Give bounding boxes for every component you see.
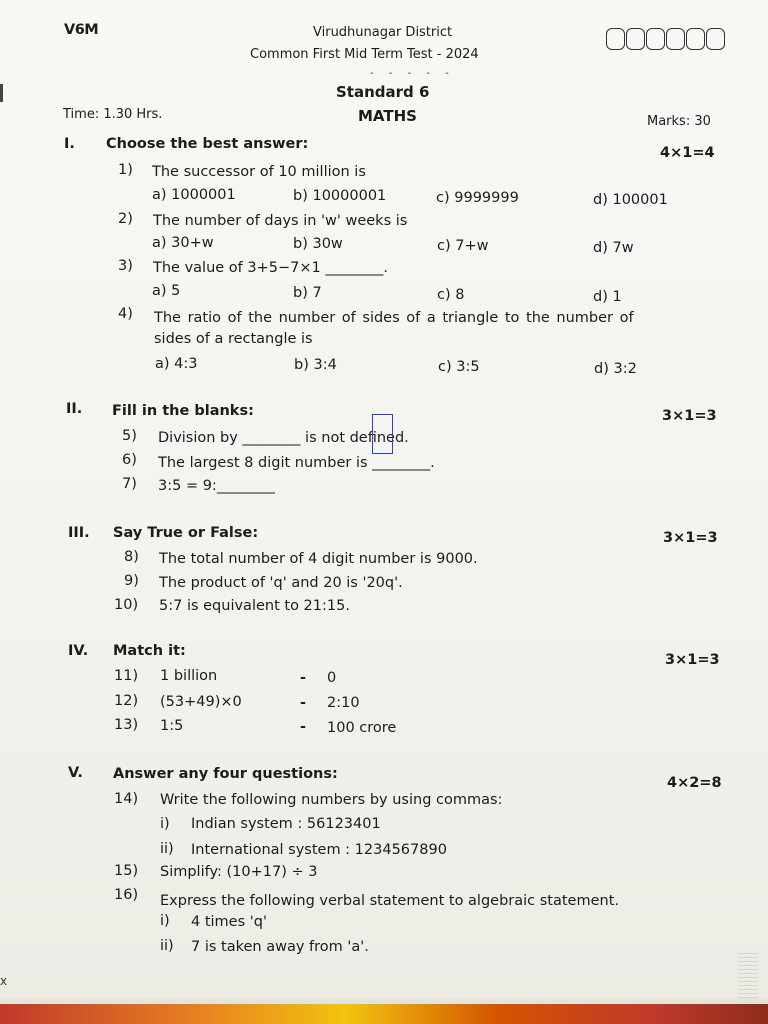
section-label: IV. [68,643,89,659]
section-title: Say True or False: [113,525,259,541]
subject-title: MATHS [358,107,417,125]
question-number: 4) [118,306,133,322]
option-b: b) 30w [293,236,343,252]
sub-text: 4 times 'q' [191,914,267,930]
question-number: 10) [114,597,139,613]
match-right: 0 [327,670,337,686]
sub-number: i) [160,913,170,929]
section-label: II. [66,401,83,417]
register-box [626,28,645,50]
register-box [706,28,725,50]
question-text: 5:7 is equivalent to 21:15. [159,598,350,614]
time-label: Time: 1.30 Hrs. [63,107,163,122]
register-box [686,28,705,50]
section-label: I. [64,136,75,152]
sub-number: ii) [160,841,174,857]
question-text: The largest 8 digit number is ________. [158,455,435,471]
match-left: 1 billion [160,668,218,684]
marks-label: Marks: 30 [647,114,711,129]
page-edge-mark [0,84,3,102]
selection-highlight [372,414,393,454]
option-b: b) 10000001 [293,188,387,204]
standard-title: Standard 6 [336,83,430,101]
question-text: The number of days in 'w' weeks is [153,213,408,229]
option-a: a) 4:3 [155,356,198,372]
question-text-continued: sides of a rectangle is [154,331,313,347]
question-number: 14) [114,791,139,807]
section-score: 4×2=8 [667,775,722,791]
paper-code: V6M [64,22,99,38]
register-box [666,28,685,50]
option-b: b) 3:4 [294,357,337,373]
option-c: c) 3:5 [438,359,480,375]
match-dash: - [300,695,307,711]
option-d: d) 1 [593,289,622,305]
match-dash: - [300,670,307,686]
option-a: a) 30+w [152,235,214,251]
test-name: Common First Mid Term Test - 2024 [250,47,479,62]
section-label: V. [68,765,83,781]
match-right: 2:10 [327,695,360,711]
question-text: The total number of 4 digit number is 9000. [159,551,478,567]
question-number: 3) [118,258,133,274]
register-box [646,28,665,50]
question-number: 6) [122,452,137,468]
question-number: 11) [114,668,139,684]
edge-x-mark: x [0,974,8,988]
question-text: Simplify: (10+17) ÷ 3 [160,864,318,880]
question-text: Express the following verbal statement to algebraic statement. [160,893,620,909]
question-text: Division by ________ is not defined. [158,430,409,446]
sub-text: 7 is taken away from 'a'. [191,939,369,955]
question-number: 2) [118,211,133,227]
option-a: a) 5 [152,283,181,299]
district-name: Virudhunagar District [313,25,453,40]
register-box [606,28,625,50]
register-number-boxes [606,28,725,50]
scan-noise [738,950,758,998]
option-d: d) 3:2 [594,361,637,377]
option-d: d) 100001 [593,192,668,208]
sub-text: International system : 1234567890 [191,842,447,858]
sub-number: ii) [160,938,174,954]
section-score: 4×1=4 [660,145,715,161]
option-b: b) 7 [293,285,322,301]
question-number: 1) [118,162,133,178]
question-number: 15) [114,863,139,879]
question-number: 9) [124,573,139,589]
option-c: c) 9999999 [436,190,519,206]
sub-text: Indian system : 56123401 [191,816,381,832]
section-title: Fill in the blanks: [112,403,254,419]
question-number: 16) [114,887,139,903]
section-title: Choose the best answer: [106,136,309,152]
question-number: 7) [122,476,137,492]
option-a: a) 1000001 [152,187,236,203]
match-left: 1:5 [160,718,184,734]
question-text: The product of 'q' and 20 is '20q'. [159,575,403,591]
option-d: d) 7w [593,240,634,256]
background-cloth-strip [0,998,768,1024]
section-label: III. [68,525,90,541]
match-left: (53+49)×0 [160,694,242,710]
section-title: Answer any four questions: [113,766,338,782]
question-text: 3:5 = 9:________ [158,478,275,494]
question-number: 8) [124,549,139,565]
section-score: 3×1=3 [662,408,717,424]
dotted-divider: - - - - - [370,68,455,79]
question-number: 12) [114,693,139,709]
question-text: Write the following numbers by using commas: [160,792,503,808]
question-text: The successor of 10 million is [152,164,366,180]
option-c: c) 8 [437,287,465,303]
match-dash: - [300,719,307,735]
sub-number: i) [160,816,170,832]
section-score: 3×1=3 [663,530,718,546]
option-c: c) 7+w [437,238,489,254]
section-title: Match it: [113,643,186,659]
question-number: 5) [122,428,137,444]
match-right: 100 crore [327,720,397,736]
question-text: The value of 3+5−7×1 ________. [153,260,388,276]
section-score: 3×1=3 [665,652,720,668]
question-number: 13) [114,717,139,733]
question-text: The ratio of the number of sides of a triangle to the number of [154,310,634,326]
